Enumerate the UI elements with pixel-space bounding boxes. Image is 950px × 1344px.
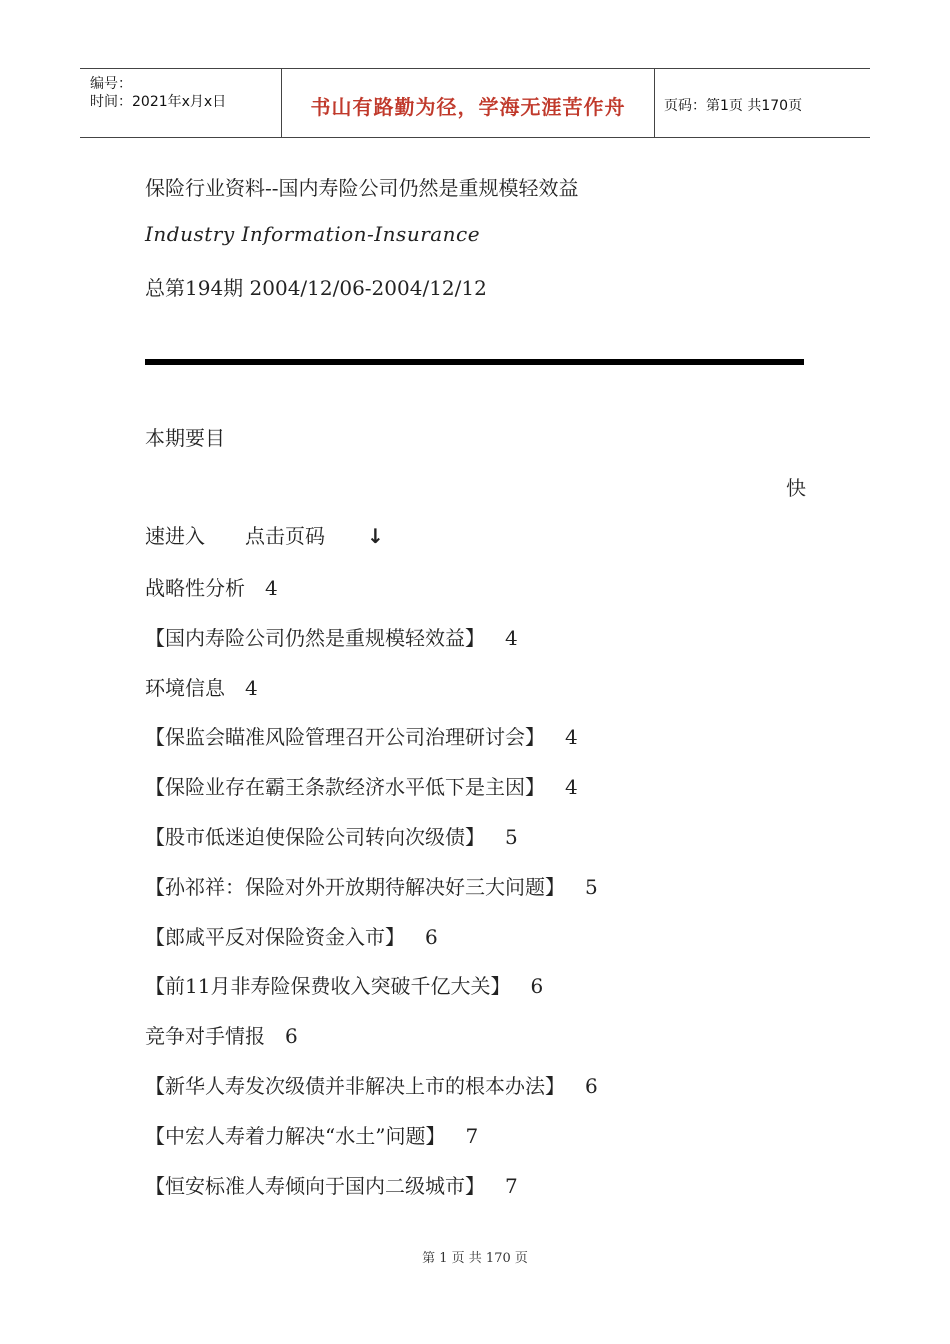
toc-item[interactable] (145, 1120, 478, 1149)
toc-item-title: 【郎咸平反对保险资金入市】 (145, 925, 405, 949)
toc-item-title: 【孙祁祥：保险对外开放期待解决好三大问题】 (145, 875, 565, 899)
toc-item[interactable] (145, 622, 518, 651)
click-page-hint: 点击页码 (245, 524, 325, 548)
toc-item-title: 【新华人寿发次级债并非解决上市的根本办法】 (145, 1074, 565, 1098)
document-title: 保险行业资料--国内寿险公司仍然是重规模轻效益 (145, 176, 579, 200)
page-indicator: 页码：第1页 共170页 (664, 98, 803, 114)
toc-page-link[interactable]: 4 (505, 626, 518, 650)
document-subtitle: Industry Information-Insurance (145, 222, 481, 246)
toc-heading: 本期要目 (145, 426, 225, 450)
toc-item-title: 【中宏人寿着力解决“水土”问题】 (145, 1124, 446, 1148)
toc-item-title: 【保险业存在霸王条款经济水平低下是主因】 (145, 775, 545, 799)
toc-page-link[interactable]: 6 (530, 974, 544, 998)
toc-page-link[interactable]: 6 (585, 1074, 598, 1098)
toc-item[interactable] (145, 1170, 518, 1199)
divider-rule (145, 359, 804, 365)
toc-item[interactable] (145, 871, 598, 900)
quick-access-text-part1: 快 (786, 476, 806, 500)
toc-item[interactable] (145, 572, 278, 601)
toc-item[interactable] (145, 721, 578, 750)
toc-item-title: 环境信息 (145, 676, 225, 700)
toc-page-link[interactable]: 4 (245, 676, 258, 700)
toc-item[interactable] (145, 970, 543, 999)
toc-item-title: 竞争对手情报 (145, 1024, 265, 1048)
toc-item[interactable] (145, 672, 258, 701)
toc-page-link[interactable]: 4 (565, 775, 578, 799)
toc-item[interactable] (145, 921, 438, 950)
issue-info: 总第194期 2004/12/06-2004/12/12 (145, 276, 487, 300)
toc-page-link[interactable]: 7 (505, 1174, 518, 1198)
header-motto-cell (281, 69, 655, 137)
toc-page-link[interactable]: 5 (505, 825, 518, 849)
toc-item-title: 战略性分析 (145, 576, 245, 600)
time-label: 时间：2021年x月x日 (90, 94, 227, 110)
toc-item[interactable] (145, 821, 518, 850)
number-label: 编号： (90, 76, 132, 92)
toc-page-link[interactable]: 4 (565, 725, 578, 749)
toc-page-link[interactable]: 4 (265, 576, 278, 600)
page-header (80, 68, 870, 138)
toc-item-title: 【恒安标准人寿倾向于国内二级城市】 (145, 1174, 485, 1198)
arrow-down-icon: ↓ (367, 524, 384, 548)
toc-item[interactable] (145, 1020, 298, 1049)
toc-item-title: 【保监会瞄准风险管理召开公司治理研讨会】 (145, 725, 545, 749)
toc-page-link[interactable]: 6 (285, 1024, 298, 1048)
toc-item-title: 【前11月非寿险保费收入突破千亿大关】 (145, 974, 511, 998)
header-meta-cell (80, 69, 280, 137)
toc-item[interactable] (145, 1070, 598, 1099)
toc-item-title: 【国内寿险公司仍然是重规模轻效益】 (145, 626, 485, 650)
toc-page-link[interactable]: 7 (465, 1124, 479, 1148)
motto-text: 书山有路勤为径，学海无涯苦作舟 (310, 95, 626, 119)
page-footer: 第 1 页 共 170 页 (422, 1251, 528, 1266)
toc-item-title: 【股市低迷迫使保险公司转向次级债】 (145, 825, 485, 849)
quick-access-line (145, 520, 384, 549)
toc-item[interactable] (145, 771, 578, 800)
header-page-cell (654, 69, 870, 137)
quick-access-text-part2: 速进入 (145, 524, 205, 548)
toc-page-link[interactable]: 6 (425, 925, 438, 949)
toc-page-link[interactable]: 5 (585, 875, 598, 899)
